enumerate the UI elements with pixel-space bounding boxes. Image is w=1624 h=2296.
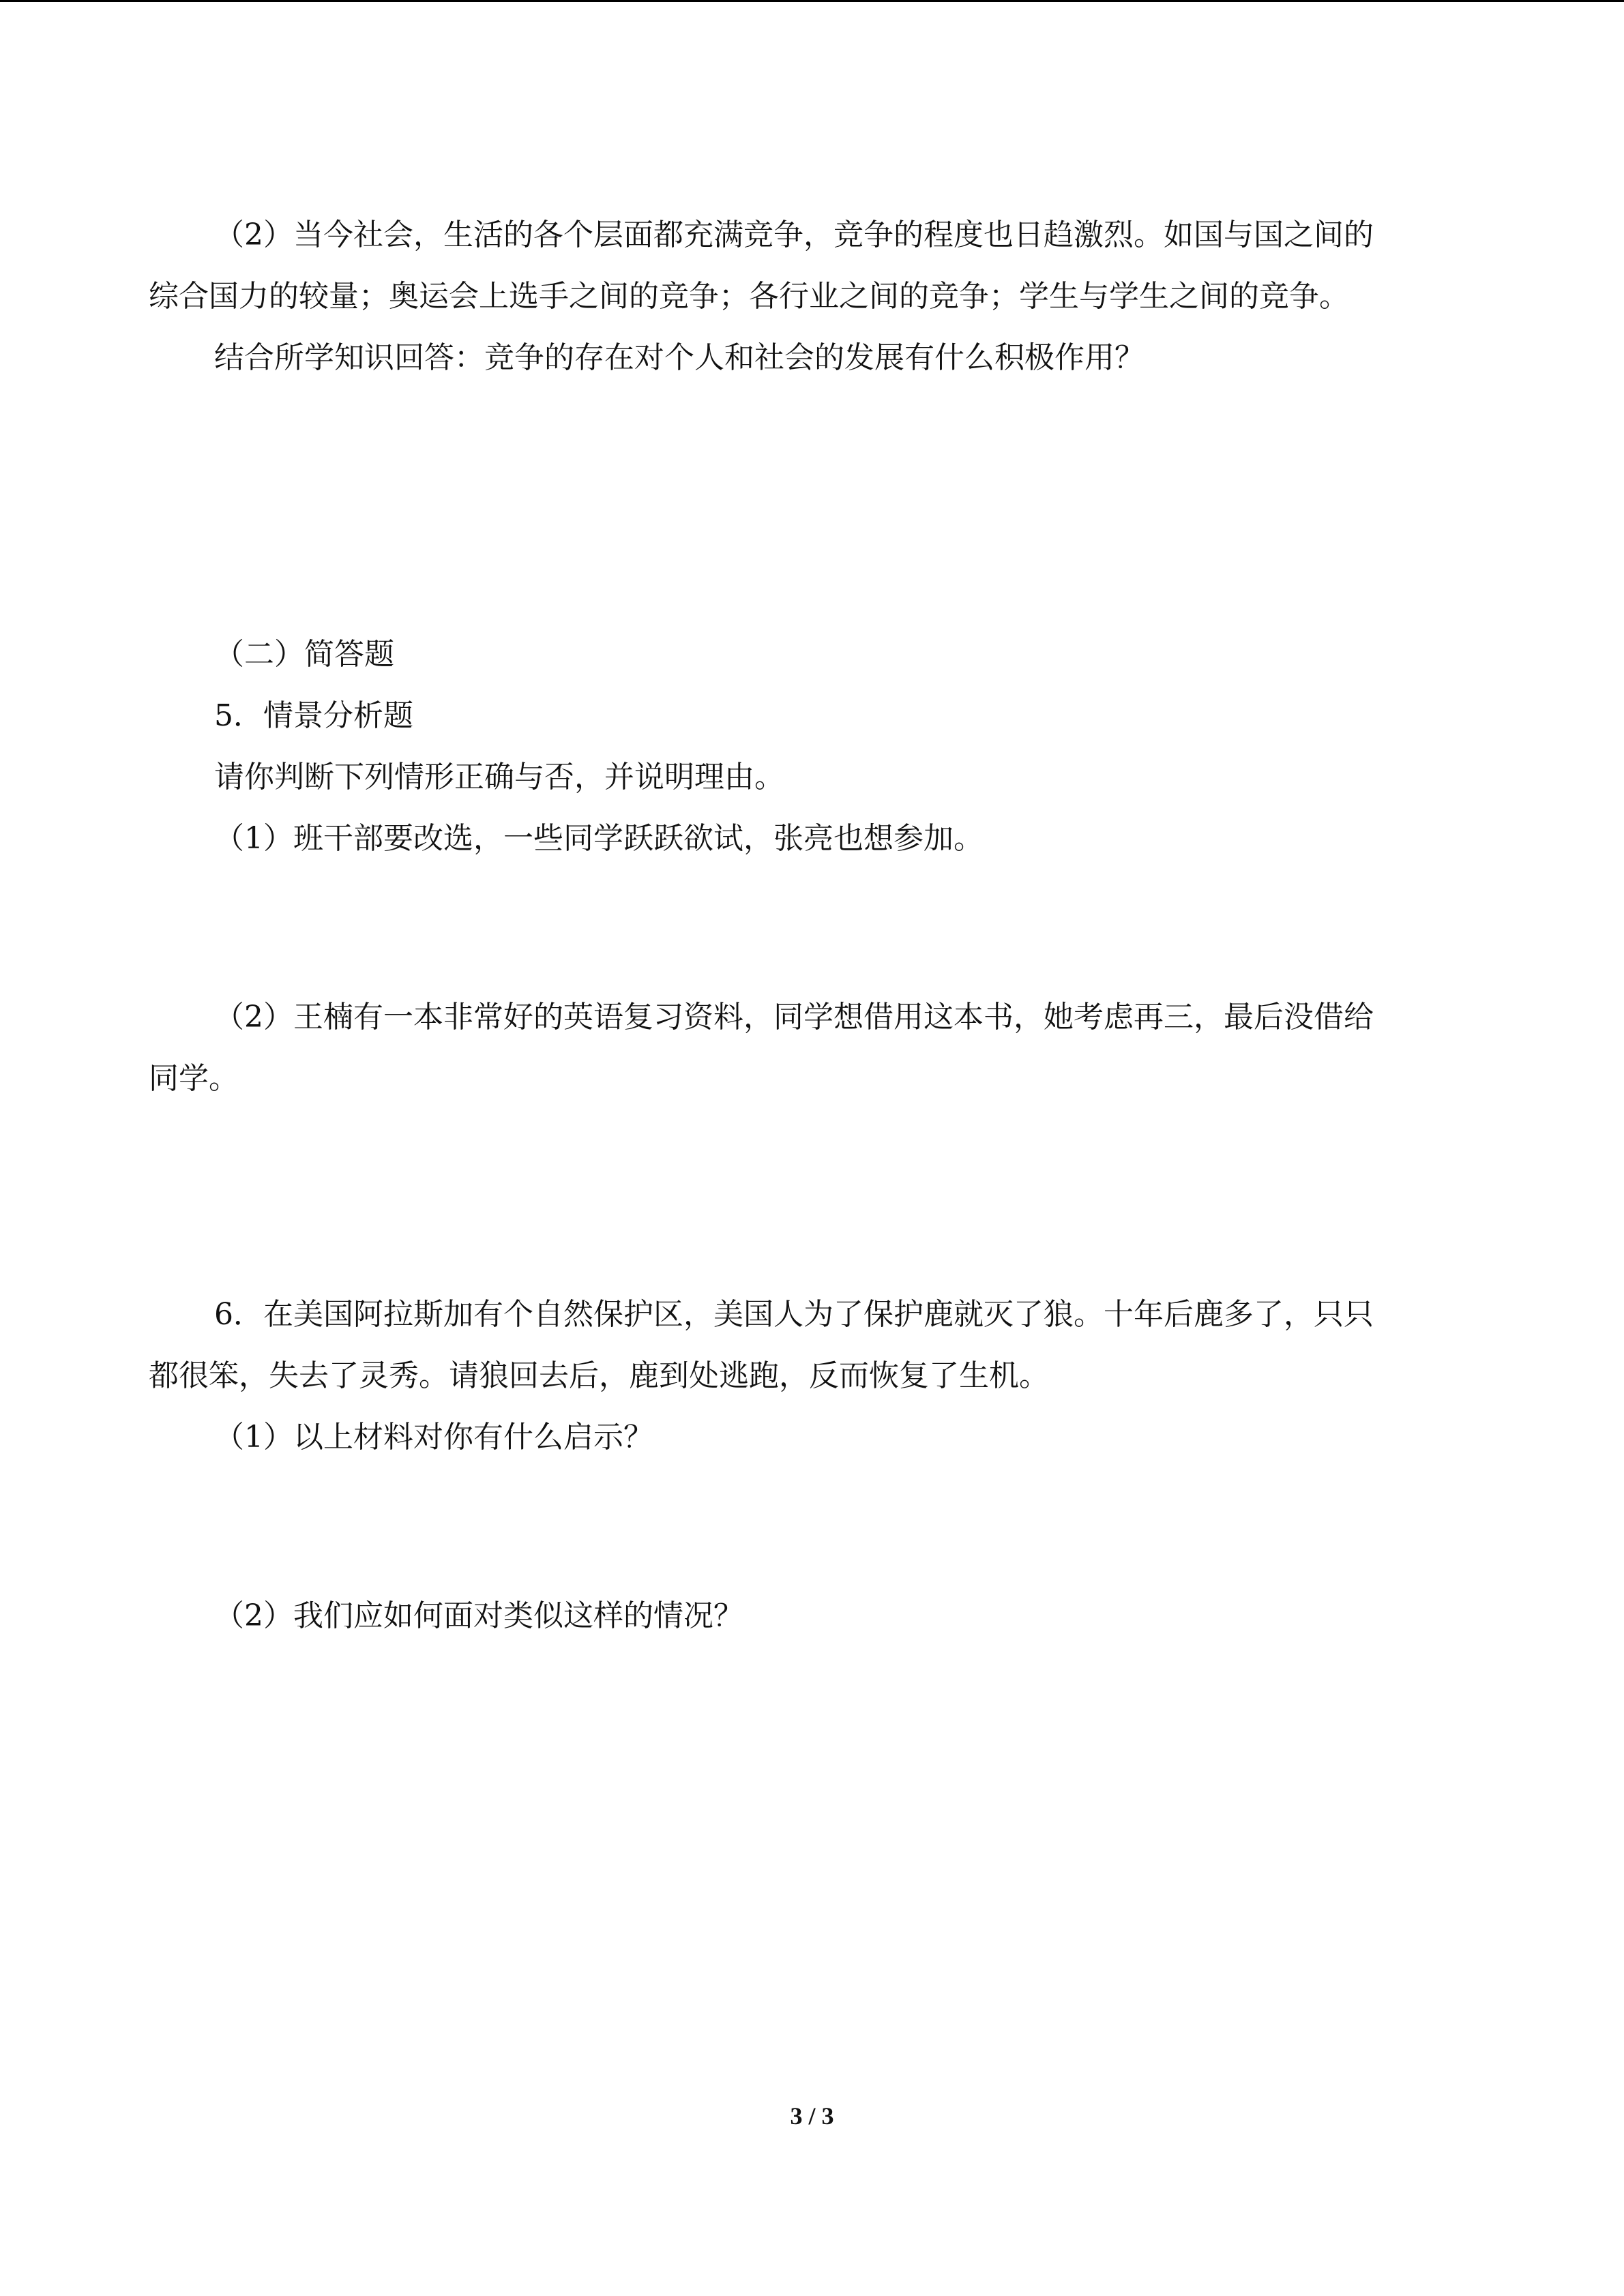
q6-line-2: 都很笨，失去了灵秀。请狼回去后，鹿到处逃跑，反而恢复了生机。 <box>149 1358 1049 1393</box>
q5-item-2-line-2: 同学。 <box>149 1061 239 1096</box>
section-heading: （二）简答题 <box>214 637 394 672</box>
q5-title: 5．情景分析题 <box>214 698 413 733</box>
q6-line-1: 6．在美国阿拉斯加有个自然保护区，美国人为了保护鹿就灭了狼。十年后鹿多了，只只 <box>214 1297 1374 1332</box>
q4-2-line-2: 综合国力的较量；奥运会上选手之间的竞争；各行业之间的竞争；学生与学生之间的竞争。 <box>149 279 1349 314</box>
q4-2-line-1: （2）当今社会，生活的各个层面都充满竞争，竞争的程度也日趋激烈。如国与国之间的 <box>214 218 1374 252</box>
top-border-line <box>0 0 1624 2</box>
q4-2-question: 结合所学知识回答：竞争的存在对个人和社会的发展有什么积极作用？ <box>214 340 1145 375</box>
q5-item-1: （1）班干部要改选，一些同学跃跃欲试，张亮也想参加。 <box>214 821 984 856</box>
q5-item-2-line-1: （2）王楠有一本非常好的英语复习资料，同学想借用这本书，她考虑再三，最后没借给 <box>214 1000 1374 1034</box>
q5-intro: 请你判断下列情形正确与否，并说明理由。 <box>214 760 784 794</box>
q6-sub-1: （1）以上材料对你有什么启示？ <box>214 1420 653 1455</box>
page-number: 3 / 3 <box>790 2102 834 2130</box>
q6-sub-2: （2）我们应如何面对类似这样的情况？ <box>214 1598 743 1633</box>
